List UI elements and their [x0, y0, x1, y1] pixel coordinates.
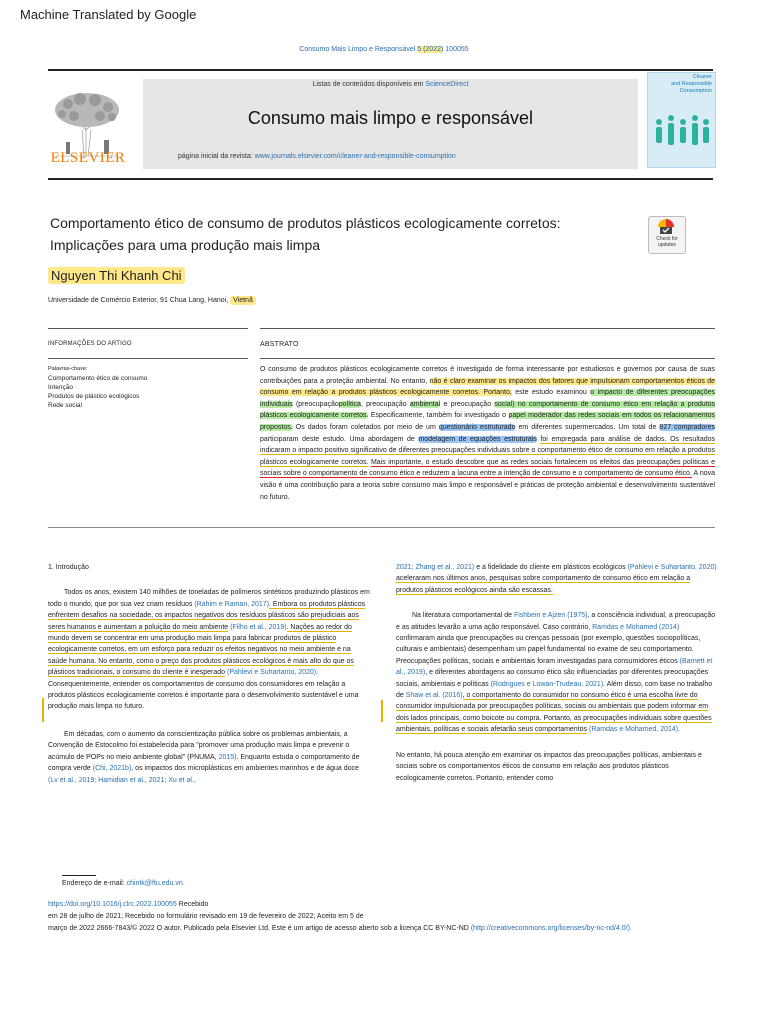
corresponding-email: Endereço de e-mail: chintk@ftu.edu.vn.	[62, 880, 185, 887]
keyword-item: Intenção	[48, 384, 73, 391]
journal-cover-title: Cleaner and Responsible Consumption	[671, 74, 712, 94]
keyword-item: Comportamento ético de consumo	[48, 375, 148, 382]
citation-link[interactable]: (Filho et al., 2019)	[230, 623, 287, 631]
citation-link[interactable]: (Lv et al., 2019; Hamidian et al., 2021; Xu et al.,	[48, 776, 196, 784]
article-info-mid-rule	[48, 358, 248, 359]
margin-marker	[381, 700, 383, 722]
contents-available-line: Listas de conteúdos disponíveis em ScienceDirect	[312, 81, 469, 88]
author-affiliation: Universidade de Comércio Exterior, 91 Chua Lang, Hanoi, Vietnã	[48, 297, 256, 304]
check-updates-label: Check for updates	[656, 236, 678, 248]
citation-link[interactable]: Fishbein e Ajzen (1975)	[513, 612, 588, 620]
abstract-heading: ABSTRATO	[260, 341, 299, 348]
body-paragraph-3: No entanto, há pouca atenção em examinar os impactos das preocupações políticas, ambientais e sociais sobre os comportamentos éticos de consumo em relação aos produtos plásticos ecologicamente corretos. Portanto, entender como	[396, 751, 702, 782]
citation-link[interactable]: (Pahlevi e Suhartanto, 2020)	[627, 564, 717, 571]
machine-translated-label: Machine Translated by Google	[20, 7, 197, 22]
journal-ref-name: Consumo Mais Limpo e Responsável	[299, 46, 416, 53]
keywords-label: Palavras-chave:	[48, 366, 88, 372]
citation-link[interactable]: 2021; Zhang et al., 2021)	[396, 564, 475, 571]
article-history: https://doi.org/10.1016/j.clrc.2022.100055 Recebido em 28 de julho de 2021; Recebido no formulário revisado em 19 de fevereiro de 2022; Aceito em 5 de março de 2022 2666-7843/© 2022 O autor. Publicado pela Elsevier Ltd. Este é um artigo de acesso aberto sob a licença CC BY-NC-ND (http://creativecommons.org/licenses/by-nc-nd/4.0/).	[48, 901, 632, 932]
footnote-rule	[62, 875, 96, 876]
author-name: Nguyen Thi Khanh Chi	[48, 268, 185, 283]
body-left-column	[48, 562, 370, 797]
citation-link[interactable]: (Pahlevi e Suhartanto, 2020)	[227, 669, 317, 677]
citation-link[interactable]: Shaw et al. (2016)	[405, 692, 463, 700]
header-top-rule	[48, 69, 713, 71]
abstract-top-rule	[260, 328, 715, 329]
abstract-mid-rule	[260, 358, 715, 359]
citation-link[interactable]: (Rahim e Raman, 2017)	[194, 600, 270, 608]
header-bottom-rule	[48, 178, 713, 180]
journal-ref-volume: 5 (2022)	[417, 46, 444, 53]
citation-link[interactable]: 2015)	[218, 753, 237, 761]
author-email-link[interactable]: chintk@ftu.edu.vn.	[126, 880, 185, 887]
body-paragraph-2: Na literatura comportamental de Fishbein e Ajzen (1975), a consciência individual, a preocupação e as atitudes levarão a uma ação responsável. Caso contrário, Ramdas e Mohamed (2014) confirmaram ainda que preocupações ou crenças pessoais (por exemplo, questões sociopolíticas, culturais e ambientais) desempenham um papel fundamental no exame de seu comportamento. Preocupações políticas, sociais e ambientais foram investigadas para consumidores éticos (Barnett et al., 2019), e diferentes abordagens ao consumo ético são influenciadas por diferentes preocupações sociais, ambientais e políticas (Rodrigues e Lowan-Trudeau, 2021). Além disso, com base no trabalho de Shaw et al. (2016), o comportamento do consumidor no consumo ético é uma escolha livre do consumidor impulsionada por preocupações políticas, sociais ou ambientais que podem informar em dois lados principais, como boicote ou compra. Portanto, as preocupações individuais sobre questões ambientais, políticas e sociais afetarão seus comportamentos (Ramdas e Mohamed, 2014).	[396, 612, 716, 734]
article-info-heading: INFORMAÇÕES DO ARTIGO	[48, 341, 132, 347]
license-link[interactable]: (http://creativecommons.org/licenses/by-nc-nd/4.0/).	[470, 925, 632, 932]
keywords-block	[48, 365, 147, 410]
abstract-bottom-rule	[48, 527, 715, 528]
cover-figures-graphic	[650, 110, 712, 158]
check-updates-icon	[656, 218, 676, 236]
citation-link[interactable]: (Chi, 2021b)	[92, 765, 132, 773]
article-info-top-rule	[48, 328, 248, 329]
citation-link[interactable]: (Rodrigues e Lowan-Trudeau, 2021)	[490, 680, 604, 688]
keyword-item: Rede social	[48, 402, 82, 409]
keyword-item: Produtos de plástico ecológicos	[48, 393, 140, 400]
section-heading-introduction: 1. Introdução	[48, 564, 89, 571]
article-title: Comportamento ético de consumo de produtos plásticos ecologicamente corretos: Implicações para uma produção mais limpa	[50, 215, 561, 253]
abstract-text: O consumo de produtos plásticos ecologicamente corretos é investigado de forma interessante por estudiosos e governos por causa de suas contribuições para a proteção ambiental. No entanto, não é claro examinar os impactos dos fatores que impulsionam comportamentos éticos de consumo em relação a produtos plásticos ecologicamente corretos. Portanto, este estudo examinou o impacto de diferentes preocupações individuais (preocupaçãopolítica, preocupação ambiental e preocupação social) no comportamento de consumo ético em relação a produtos plásticos ecologicamente corretos. Especificamente, também foi investigado o papel moderador das redes sociais em todos os relacionamentos propostos. Os dados foram coletados por meio de um questionário estruturado em diferentes supermercados. Um total de 927 compradores participaram deste estudo. Uma abordagem de modelagem de equações estruturais foi empregada para análise de dados. Os resultados indicaram o impacto positivo significativo de diferentes preocupações individuais sobre o comportamento ético de consumo em relação a produtos plásticos ecologicamente corretos. Mais importante, o estudo descobre que as redes sociais fortalecem os efeitos das preocupações políticas e sociais sobre o comportamento de consumo ético e reduzem a lacuna entre a intenção de consumo e o comportamento de consumo ético. A nova visão é uma contribuição para a teoria sobre consumo mais limpo e responsável e práticas de proteção ambiental e desenvolvimento sustentável no futuro.	[260, 366, 716, 501]
journal-title: Consumo mais limpo e responsável	[247, 108, 534, 128]
journal-homepage-link[interactable]: www.journals.elsevier.com/cleaner-and-responsible-consumption	[254, 153, 456, 160]
journal-homepage-line: página inicial da revista: www.journals.elsevier.com/cleaner-and-responsible-consumption	[178, 153, 456, 160]
citation-link[interactable]: Ramdas e Mohamed (2014)	[592, 623, 680, 631]
margin-marker	[42, 698, 44, 722]
sciencedirect-link[interactable]: ScienceDirect	[425, 81, 469, 88]
intro-paragraph-2: Em décadas, com o aumento da conscientização pública sobre os problemas ambientais, a Convenção de Estocolmo foi estabelecida para "promover uma produção mais limpa e prevenir o acúmulo de POPs no meio ambiente global" (PNUMA, 2015). Enquanto estuda o comportamento de compra verde (Chi, 2021b), os impactos dos microplásticos em ambientes marinhos e de água doce (Lv et al., 2019; Hamidian et al., 2021; Xu et al.,	[48, 730, 360, 784]
journal-ref-number: 100055	[445, 46, 469, 53]
doi-link[interactable]: https://doi.org/10.1016/j.clrc.2022.100055	[48, 901, 177, 908]
journal-reference[interactable]	[0, 46, 768, 53]
body-paragraph-1: 2021; Zhang et al., 2021) e a fidelidade do cliente em plásticos ecológicos (Pahlevi e Suhartanto, 2020) aceleraram nos últimos anos, pesquisas sobre comportamento de consumo ético em relação a produtos plásticos ecológicos ainda são escassas.	[396, 564, 717, 594]
citation-link[interactable]: (Barnett et al., 2019)	[396, 657, 713, 677]
body-right-column	[396, 562, 718, 795]
intro-paragraph-1: Todos os anos, existem 140 milhões de toneladas de polímeros sintéticos produzindo plásticos em todo o mundo, que por sua vez criam resíduos (Rahim e Raman, 2017). Embora os produtos plásticos enfrentem desafios na sociedade, os impactos negativos dos resíduos plásticos são prejudiciais aos seres humanos e aumentam a poluição do meio ambiente (Filho et al., 2019). Nações ao redor do mundo devem se concentrar em uma produção mais limpa para fabricar produtos de plástico ecologicamente corretos, em um esforço para reduzir os efeitos negativos no meio ambiente e na saúde humana. No entanto, como o preço dos produtos plásticos ecológicos é mais alto do que os plásticos tradicionais, o consumo do cliente é inesperado (Pahlevi e Suhartanto, 2020). Consequentemente, entender os comportamentos de consumo dos consumidores em relação a produtos plásticos ecologicamente corretos é importante para o desenvolvimento sustentável e uma produção mais limpa no futuro.	[48, 589, 370, 711]
publisher-wordmark: ELSEVIER	[50, 150, 126, 166]
citation-link[interactable]: (Ramdas e Mohamed, 2014)	[589, 726, 679, 734]
